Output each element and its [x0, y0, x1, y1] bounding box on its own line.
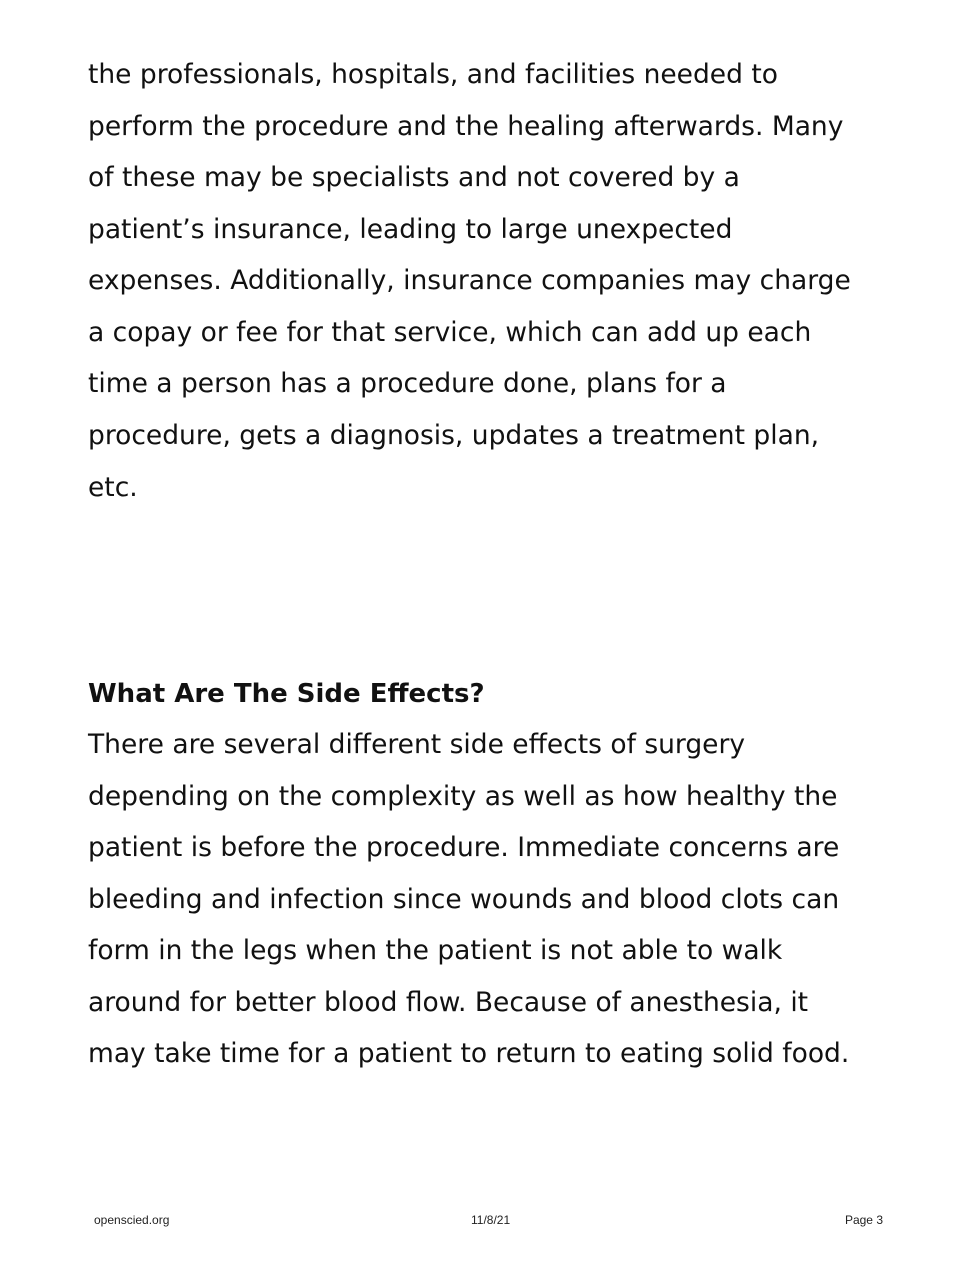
footer-page-number: Page 3 [844, 1213, 883, 1227]
paragraph-line: expenses. Additionally, insurance companies may charge [88, 265, 851, 296]
paragraph-line: form in the legs when the patient is not able to walk [88, 935, 783, 966]
footer-date: 11/8/21 [471, 1213, 511, 1227]
paragraph-line: around for better blood flow. Because of anesthesia, it [88, 987, 809, 1018]
section-heading: What Are The Side Effects? [88, 679, 485, 709]
paragraph-line: a copay or fee for that service, which can add up each [88, 317, 812, 348]
paragraph-line: patient’s insurance, leading to large unexpected [88, 214, 733, 245]
paragraph-line: the professionals, hospitals, and facilities needed to [88, 59, 778, 90]
paragraph-line: of these may be specialists and not covered by a [88, 162, 740, 193]
paragraph-line: may take time for a patient to return to eating solid food. [88, 1038, 850, 1069]
paragraph-line: depending on the complexity as well as how healthy the [88, 781, 838, 812]
footer-site: openscied.org [94, 1213, 170, 1227]
paragraph-line: etc. [88, 472, 138, 503]
paragraph-line: patient is before the procedure. Immediate concerns are [88, 832, 840, 863]
paragraph-line: perform the procedure and the healing afterwards. Many [88, 111, 844, 142]
paragraph-line: time a person has a procedure done, plans for a [88, 368, 727, 399]
paragraph-line: bleeding and infection since wounds and blood clots can [88, 884, 840, 915]
paragraph-line: There are several different side effects of surgery [88, 729, 746, 760]
paragraph-line: procedure, gets a diagnosis, updates a treatment plan, [88, 420, 820, 451]
